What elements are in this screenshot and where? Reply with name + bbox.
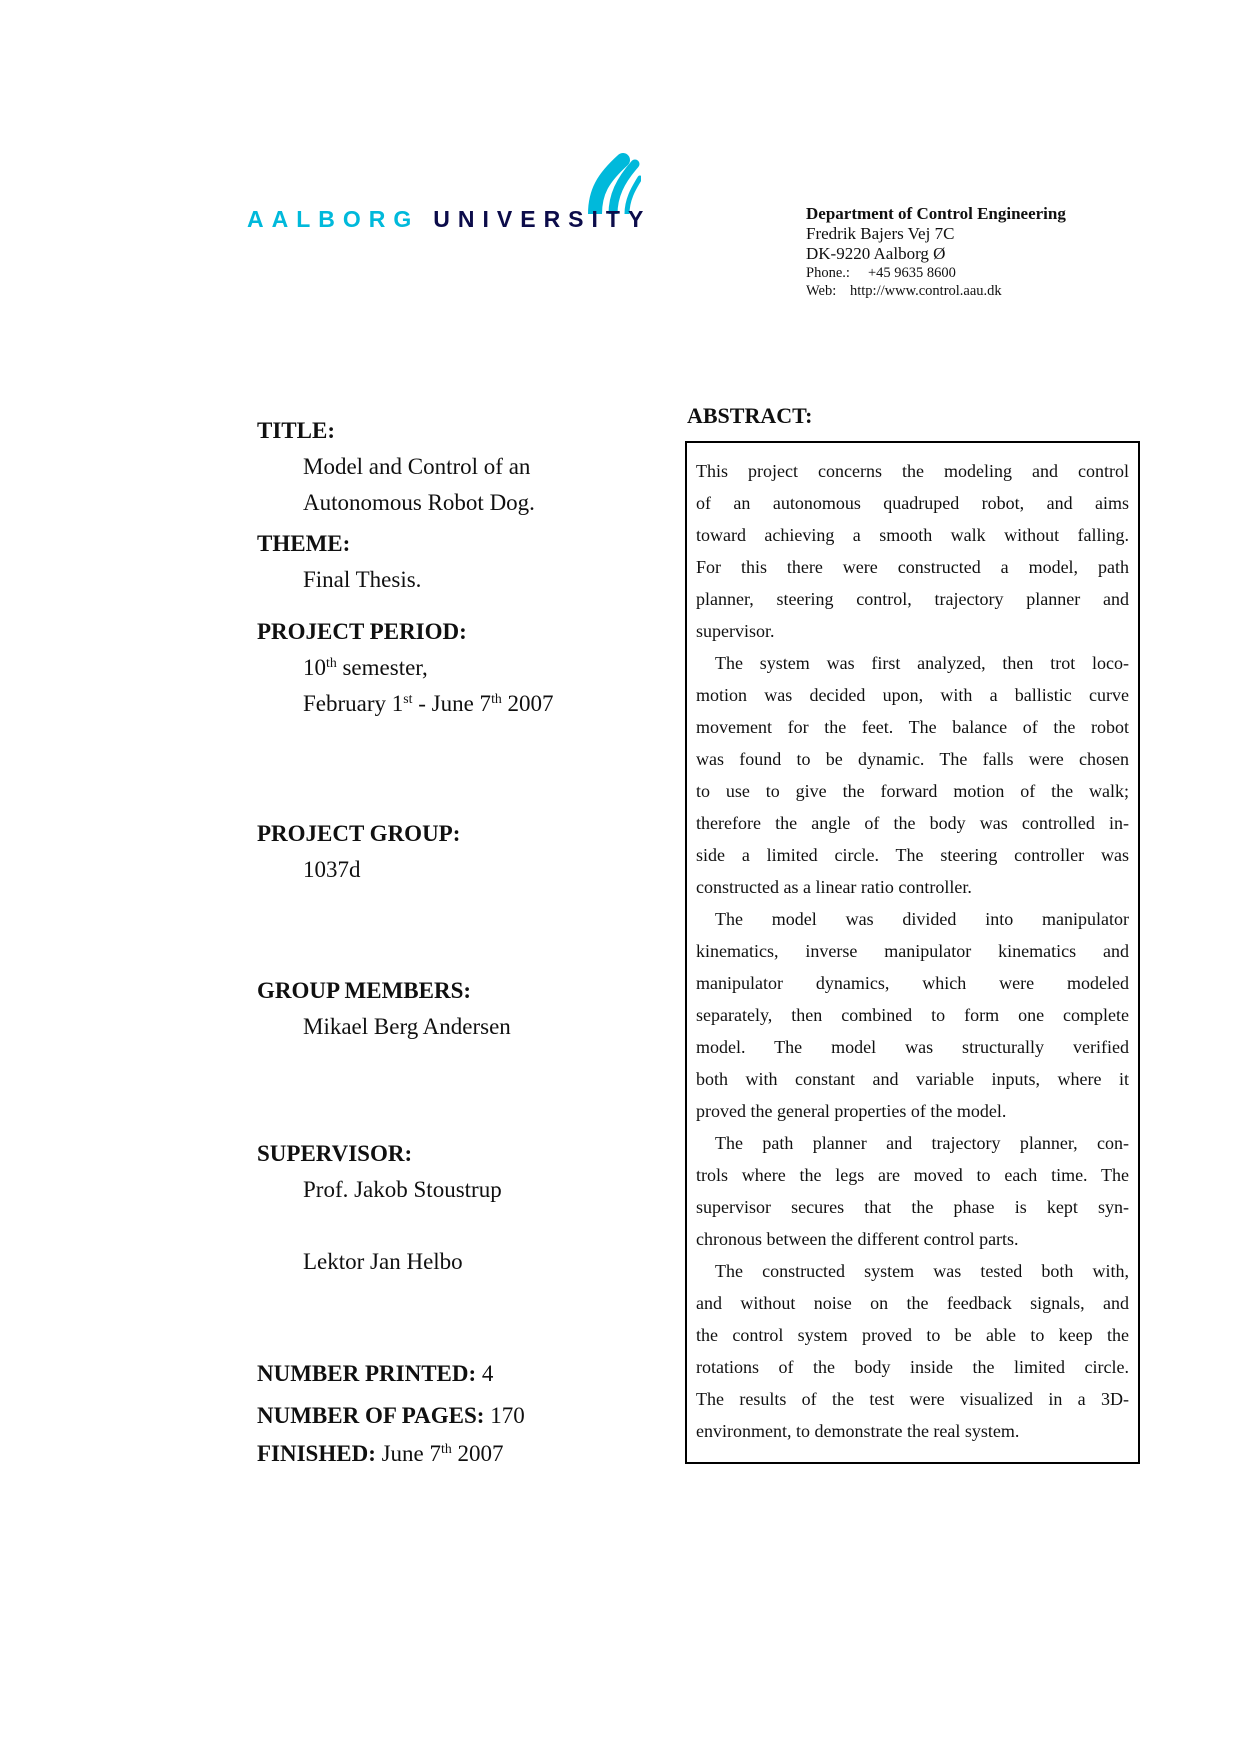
- phone-value: +45 9635 8600: [868, 265, 956, 281]
- abstract-line: The results of the test were visualized in a 3D-: [696, 1389, 1129, 1409]
- fact-finished: [257, 1436, 504, 1472]
- abstract-line: For this there were constructed a model, path: [696, 557, 1129, 577]
- abstract-line: the control system proved to be able to keep the: [696, 1325, 1129, 1345]
- department-web-row: [806, 282, 1136, 300]
- abstract-line: supervisor secures that the phase is kept syn-: [696, 1197, 1129, 1217]
- abstract-line: The system was first analyzed, then trot loco-: [715, 653, 1129, 673]
- abstract-line: of an autonomous quadruped robot, and aims: [696, 493, 1129, 513]
- fact-label: NUMBER OF PAGES:: [257, 1403, 485, 1428]
- logo-word-aalborg: AALBORG: [247, 206, 420, 232]
- abstract-line: was found to be dynamic. The falls were chosen: [696, 749, 1129, 769]
- department-street: Fredrik Bajers Vej 7C: [806, 224, 955, 243]
- fact-value: June 7th 2007: [375, 1441, 504, 1466]
- info-section-line: 10th semester,: [303, 655, 428, 680]
- abstract-line: both with constant and variable inputs, where it: [696, 1069, 1129, 1089]
- fact-value: 4: [476, 1361, 494, 1386]
- info-section-label: TITLE:: [257, 418, 335, 443]
- info-section-line: February 1st - June 7th 2007: [303, 691, 554, 716]
- abstract-line: This project concerns the modeling and control: [696, 461, 1129, 481]
- info-section-project-period: [257, 614, 677, 722]
- info-section-line: Model and Control of an: [303, 454, 531, 479]
- abstract-line: The path planner and trajectory planner, con-: [715, 1133, 1129, 1153]
- abstract-box: [685, 441, 1140, 1464]
- fact-value: 170: [484, 1403, 525, 1428]
- abstract-line: The constructed system was tested both with,: [715, 1261, 1129, 1281]
- info-section-line: Final Thesis.: [303, 567, 422, 592]
- abstract-line: and without noise on the feedback signals, and: [696, 1293, 1129, 1313]
- abstract-line: proved the general properties of the model.: [696, 1101, 1007, 1121]
- abstract-line: chronous between the different control parts.: [696, 1229, 1019, 1249]
- abstract-line: kinematics, inverse manipulator kinematics and: [696, 941, 1129, 961]
- abstract-line: model. The model was structurally verified: [696, 1037, 1129, 1057]
- info-section-line: Mikael Berg Andersen: [303, 1014, 511, 1039]
- info-section-supervisor: [257, 1136, 677, 1280]
- abstract-line: motion was decided upon, with a ballistic curve: [696, 685, 1129, 705]
- fact-label: NUMBER PRINTED:: [257, 1361, 477, 1386]
- department-city: DK-9220 Aalborg Ø: [806, 244, 946, 263]
- abstract-line: supervisor.: [696, 621, 775, 641]
- info-section-theme: [257, 526, 677, 598]
- logo-wordmark: [247, 206, 651, 233]
- abstract-line: to use to give the forward motion of the walk;: [696, 781, 1129, 801]
- info-section-line: Prof. Jakob Stoustrup: [303, 1177, 502, 1202]
- info-section-label: SUPERVISOR:: [257, 1141, 413, 1166]
- abstract-line: therefore the angle of the body was controlled in-: [696, 813, 1129, 833]
- info-section-project-group: [257, 816, 677, 888]
- info-section-label: PROJECT GROUP:: [257, 821, 461, 846]
- abstract-line: side a limited circle. The steering controller was: [696, 845, 1129, 865]
- fact-number-printed: [257, 1356, 493, 1392]
- abstract-line: separately, then combined to form one complete: [696, 1005, 1129, 1025]
- fact-number-of-pages: [257, 1398, 525, 1434]
- abstract-line: environment, to demonstrate the real system.: [696, 1421, 1020, 1441]
- department-info: [806, 203, 1136, 300]
- info-section-line: [257, 1208, 677, 1244]
- abstract-line: toward achieving a smooth walk without falling.: [696, 525, 1129, 545]
- info-section-group-members: [257, 973, 677, 1045]
- abstract-line: trols where the legs are moved to each time. The: [696, 1165, 1129, 1185]
- phone-label: Phone.:: [806, 265, 850, 281]
- info-section-line: Autonomous Robot Dog.: [303, 490, 535, 515]
- abstract-heading: ABSTRACT:: [687, 403, 813, 428]
- abstract-line: constructed as a linear ratio controller.: [696, 877, 972, 897]
- info-section-title: [257, 413, 677, 521]
- info-section-label: GROUP MEMBERS:: [257, 978, 472, 1003]
- abstract-line: manipulator dynamics, which were modeled: [696, 973, 1129, 993]
- abstract-line: planner, steering control, trajectory planner and: [696, 589, 1129, 609]
- fact-label: FINISHED:: [257, 1441, 376, 1466]
- abstract-line: movement for the feet. The balance of the robot: [696, 717, 1129, 737]
- info-section-label: THEME:: [257, 531, 351, 556]
- web-label: Web:: [806, 283, 837, 299]
- department-name: Department of Control Engineering: [806, 204, 1066, 223]
- info-section-line: 1037d: [303, 857, 361, 882]
- info-section-line: Lektor Jan Helbo: [303, 1249, 463, 1274]
- web-value: http://www.control.aau.dk: [850, 283, 1002, 299]
- logo-word-university: UNIVERSITY: [433, 206, 652, 232]
- info-section-label: PROJECT PERIOD:: [257, 619, 467, 644]
- abstract-line: rotations of the body inside the limited circle.: [696, 1357, 1129, 1377]
- department-phone-row: [806, 264, 1136, 282]
- abstract-line: The model was divided into manipulator: [715, 909, 1129, 929]
